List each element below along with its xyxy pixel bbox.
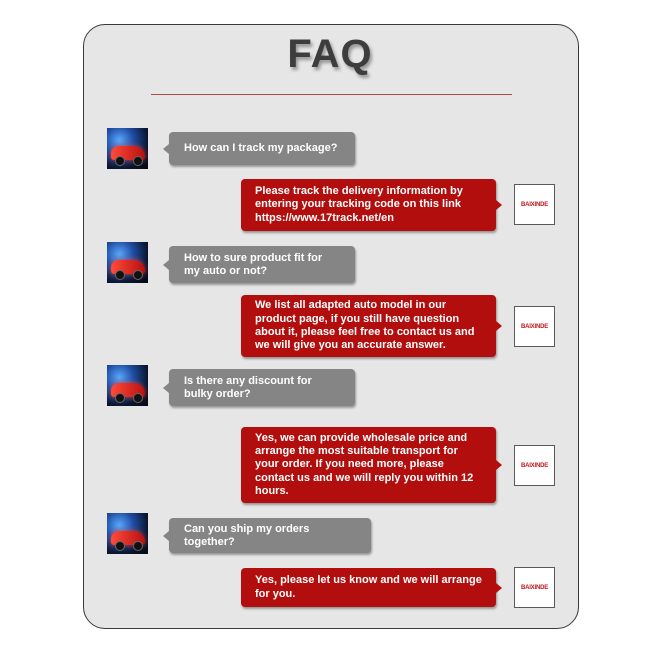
customer-avatar bbox=[107, 513, 148, 554]
question-bubble-3: Is there any discount for bulky order? bbox=[169, 369, 355, 406]
page-title: FAQ bbox=[287, 32, 373, 76]
answer-bubble-2: We list all adapted auto model in our product page, if you still have question about it, please feel free to contact us and we will give you an accurate answer. bbox=[241, 295, 496, 357]
customer-avatar bbox=[107, 128, 148, 169]
question-bubble-4: Can you ship my orders together? bbox=[169, 518, 371, 553]
brand-logo: BAIXINDE bbox=[514, 306, 555, 347]
brand-logo: BAIXINDE bbox=[514, 445, 555, 486]
answer-bubble-1: Please track the delivery information by entering your tracking code on this link https://www.17track.net/en bbox=[241, 179, 496, 231]
brand-logo: BAIXINDE bbox=[514, 184, 555, 225]
question-bubble-2: How to sure product fit for my auto or not? bbox=[169, 246, 355, 283]
customer-avatar bbox=[107, 242, 148, 283]
answer-bubble-4: Yes, please let us know and we will arrange for you. bbox=[241, 568, 496, 607]
title-divider bbox=[151, 94, 512, 95]
question-bubble-1: How can I track my package? bbox=[169, 132, 355, 165]
brand-logo: BAIXINDE bbox=[514, 567, 555, 608]
customer-avatar bbox=[107, 365, 148, 406]
answer-bubble-3: Yes, we can provide wholesale price and arrange the most suitable transport for your order. If you need more, please contact us and we will reply you within 12 hours. bbox=[241, 427, 496, 503]
